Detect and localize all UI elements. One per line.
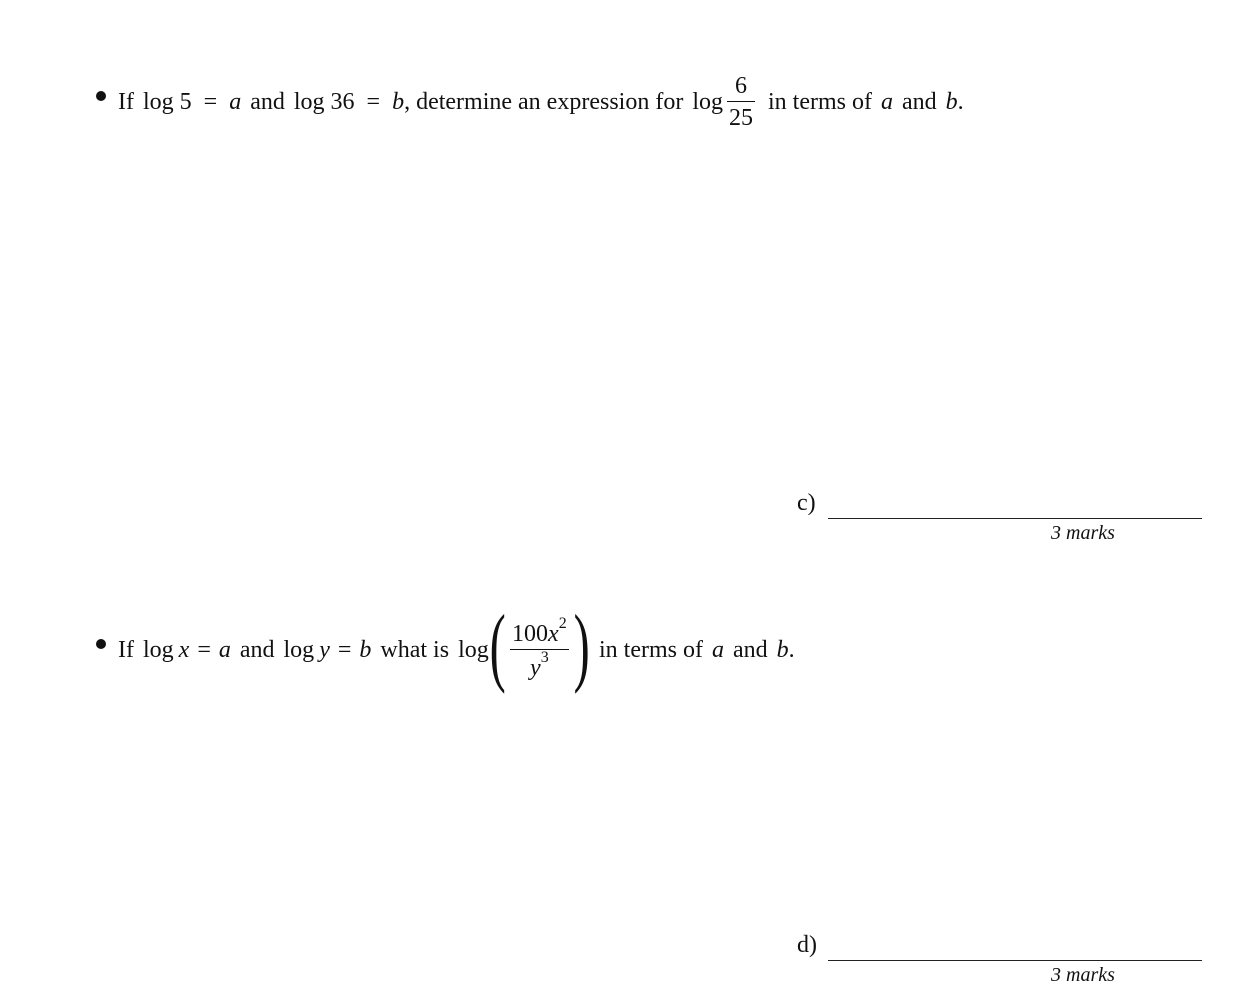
marks-label-d: 3 marks bbox=[1051, 964, 1115, 986]
variable-a: a bbox=[229, 88, 242, 115]
denominator-variable: y bbox=[530, 655, 541, 681]
variable-b: b bbox=[392, 88, 405, 115]
log-word: log bbox=[458, 636, 489, 663]
fraction-100x2-over-y3 bbox=[510, 615, 569, 681]
and-word: and bbox=[239, 636, 275, 663]
variable-b: b bbox=[776, 636, 789, 663]
question-c bbox=[96, 70, 964, 134]
variable-b: b bbox=[945, 88, 958, 115]
and-word: and bbox=[250, 88, 285, 115]
equals-sign: = bbox=[203, 88, 218, 115]
variable-b: b bbox=[359, 636, 372, 663]
equals-sign: = bbox=[337, 636, 352, 663]
marks-label-c: 3 marks bbox=[1051, 522, 1115, 544]
answer-label-d: d) bbox=[797, 932, 817, 958]
variable-a: a bbox=[712, 636, 724, 663]
fraction-denominator: 25 bbox=[728, 105, 753, 131]
log-36-expression: log 36 bbox=[293, 88, 355, 115]
and-word: and bbox=[901, 88, 937, 115]
variable-a: a bbox=[880, 88, 893, 115]
numerator-exponent: 2 bbox=[558, 615, 567, 632]
log-word: log bbox=[692, 88, 723, 115]
log-word: log bbox=[283, 636, 315, 663]
question-tail-text: in terms of bbox=[767, 88, 872, 115]
question-d bbox=[96, 598, 795, 695]
log-word: log bbox=[142, 636, 174, 663]
equals-sign: = bbox=[197, 636, 211, 663]
period: . bbox=[788, 636, 795, 663]
log-5-expression: log 5 bbox=[142, 88, 192, 115]
question-mid-text: , determine an expression for bbox=[404, 88, 684, 115]
and-word: and bbox=[733, 636, 768, 663]
equals-sign: = bbox=[366, 88, 381, 115]
fraction-numerator: 6 bbox=[734, 73, 747, 99]
what-is-text: what is bbox=[380, 636, 450, 663]
answer-line-c[interactable] bbox=[828, 518, 1202, 519]
bullet-icon bbox=[96, 91, 106, 101]
answer-line-d[interactable] bbox=[828, 960, 1202, 961]
fraction-denominator bbox=[528, 650, 551, 680]
left-parenthesis-icon: ( bbox=[489, 598, 506, 695]
bullet-icon bbox=[96, 639, 106, 649]
fraction-6-over-25 bbox=[727, 74, 755, 130]
fraction-numerator bbox=[510, 615, 569, 649]
variable-y: y bbox=[319, 636, 330, 663]
if-word: If bbox=[118, 636, 134, 663]
question-tail-text: in terms of bbox=[599, 636, 703, 663]
variable-a: a bbox=[218, 636, 231, 663]
if-word: If bbox=[118, 88, 134, 115]
numerator-variable: x bbox=[548, 621, 559, 647]
right-parenthesis-icon: ) bbox=[573, 598, 590, 695]
numerator-coefficient: 100 bbox=[512, 621, 549, 647]
denominator-exponent: 3 bbox=[540, 649, 549, 666]
answer-label-c: c) bbox=[797, 490, 816, 516]
variable-x: x bbox=[178, 636, 190, 663]
period: . bbox=[957, 88, 964, 115]
